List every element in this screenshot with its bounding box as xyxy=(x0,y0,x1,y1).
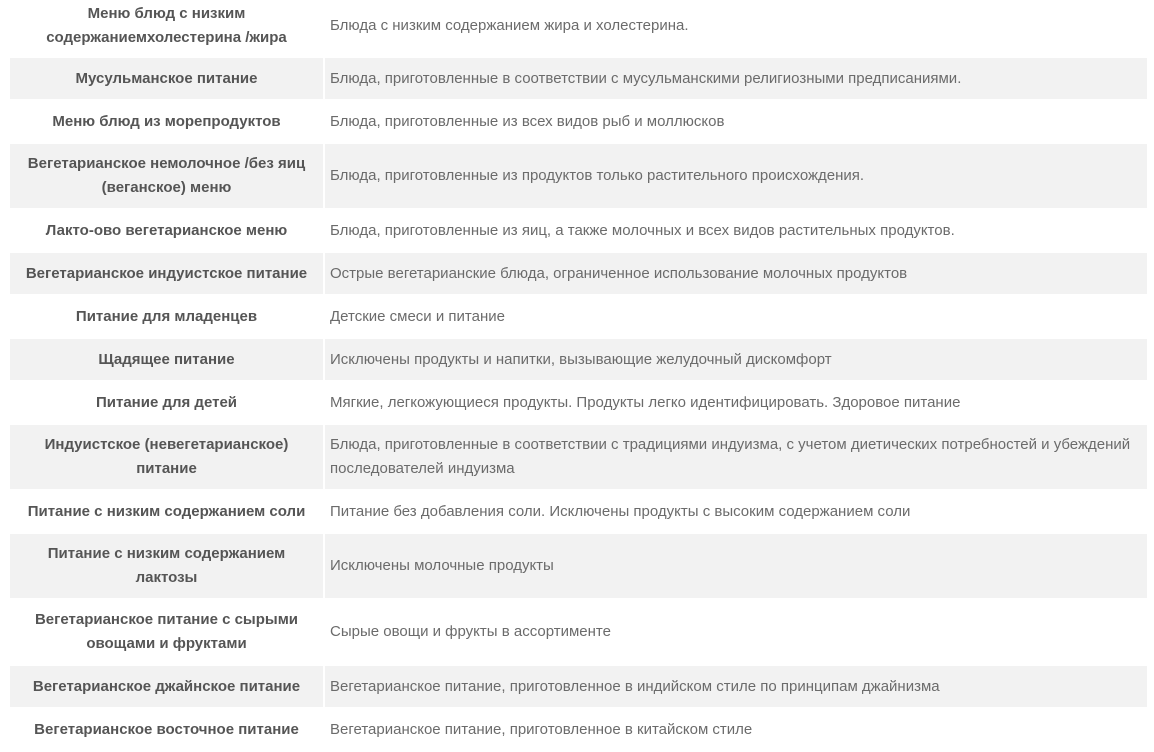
table-row xyxy=(10,253,1147,296)
meal-name: Питание для детей xyxy=(10,382,323,423)
table-row xyxy=(10,101,1147,144)
meal-name: Лакто-ово вегетарианское меню xyxy=(10,210,323,251)
meal-description: Исключены продукты и напитки, вызывающие желудочный дискомфорт xyxy=(325,339,1147,380)
meal-name: Щадящее питание xyxy=(10,339,323,380)
table-row xyxy=(10,0,1147,58)
meal-description: Вегетарианское питание, приготовленное в индийском стиле по принципам джайнизма xyxy=(325,666,1147,707)
meal-description: Блюда, приготовленные из продуктов только растительного происхождения. xyxy=(325,144,1147,208)
meal-description: Блюда, приготовленные в соответствии с традициями индуизма, с учетом диетических потребностей и убеждений последователей индуизма xyxy=(325,425,1147,489)
meal-description: Мягкие, легкожующиеся продукты. Продукты легко идентифицировать. Здоровое питание xyxy=(325,382,1147,423)
meal-name: Мусульманское питание xyxy=(10,58,323,99)
table-row xyxy=(10,210,1147,253)
meal-description: Вегетарианское питание, приготовленное в китайском стиле xyxy=(325,709,1147,750)
meal-description: Блюда, приготовленные из яиц, а также молочных и всех видов растительных продуктов. xyxy=(325,210,1147,251)
meal-name: Вегетарианское питание с сырыми овощами и фруктами xyxy=(10,600,323,664)
table-row xyxy=(10,709,1147,752)
table-row xyxy=(10,425,1147,491)
table-row xyxy=(10,296,1147,339)
meal-name: Питание с низким содержанием лактозы xyxy=(10,534,323,598)
meal-name: Вегетарианское немолочное /без яиц (веганское) меню xyxy=(10,144,323,208)
meal-description: Детские смеси и питание xyxy=(325,296,1147,337)
meal-description: Сырые овощи и фрукты в ассортименте xyxy=(325,600,1147,664)
table-row xyxy=(10,666,1147,709)
meal-description: Блюда с низким содержанием жира и холестерина. xyxy=(325,0,1147,56)
table-row xyxy=(10,58,1147,101)
meal-description: Блюда, приготовленные в соответствии с мусульманскими религиозными предписаниями. xyxy=(325,58,1147,99)
meal-name: Вегетарианское индуистское питание xyxy=(10,253,323,294)
table-row xyxy=(10,491,1147,534)
meal-description: Исключены молочные продукты xyxy=(325,534,1147,598)
meal-description: Питание без добавления соли. Исключены продукты с высоким содержанием соли xyxy=(325,491,1147,532)
meal-name: Меню блюд из морепродуктов xyxy=(10,101,323,142)
table-row xyxy=(10,339,1147,382)
meal-name: Питание для младенцев xyxy=(10,296,323,337)
table-row xyxy=(10,382,1147,425)
table-row xyxy=(10,534,1147,600)
meal-name: Питание с низким содержанием соли xyxy=(10,491,323,532)
meal-description: Блюда, приготовленные из всех видов рыб и моллюсков xyxy=(325,101,1147,142)
meal-name: Меню блюд с низким содержаниемхолестерина /жира xyxy=(10,0,323,56)
meal-name: Вегетарианское восточное питание xyxy=(10,709,323,750)
meal-types-table xyxy=(10,0,1147,752)
table-row xyxy=(10,144,1147,210)
meal-name: Вегетарианское джайнское питание xyxy=(10,666,323,707)
meal-name: Индуистское (невегетарианское) питание xyxy=(10,425,323,489)
meal-description: Острые вегетарианские блюда, ограниченное использование молочных продуктов xyxy=(325,253,1147,294)
table-row xyxy=(10,600,1147,666)
